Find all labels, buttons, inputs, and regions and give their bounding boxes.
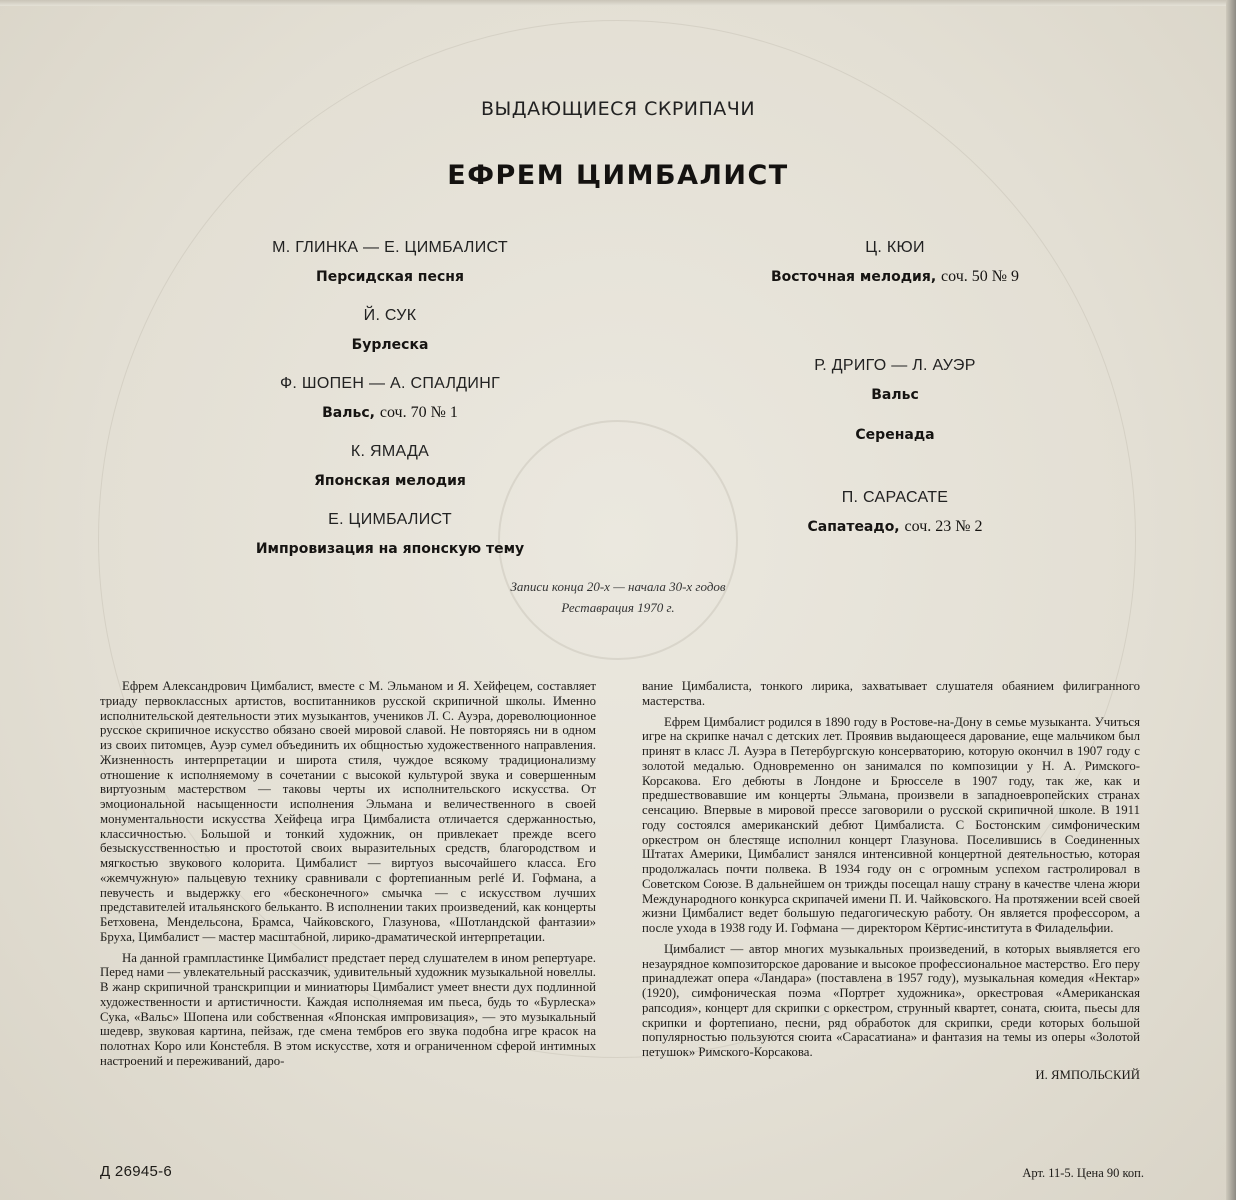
track-title: Персидская песня bbox=[316, 269, 464, 285]
track-composer: Ц. КЮИ bbox=[865, 239, 925, 256]
track-title: Бурлеска bbox=[351, 337, 429, 353]
track-opus: соч. 50 № 9 bbox=[941, 268, 1020, 285]
side-two-tracklist bbox=[650, 234, 1140, 552]
track-composer: П. САРАСАТЕ bbox=[841, 489, 949, 506]
liner-notes-author: И. ЯМПОЛЬСКИЙ bbox=[1035, 1067, 1140, 1082]
liner-notes-left-column bbox=[100, 679, 596, 1075]
track-opus: соч. 23 № 2 bbox=[904, 518, 983, 535]
track-composer: Р. ДРИГО — Л. АУЭР bbox=[814, 357, 976, 374]
recording-note: Записи конца 20-х — начала 30-х годов bbox=[510, 579, 726, 594]
track-opus: соч. 70 № 1 bbox=[379, 404, 458, 421]
liner-notes-right-column bbox=[642, 679, 1140, 1083]
restoration-note: Реставрация 1970 г. bbox=[561, 600, 675, 615]
artist-name: ЕФРЕМ ЦИМБАЛИСТ bbox=[447, 160, 789, 191]
track-title: Вальс, соч. 70 № 1 bbox=[322, 404, 458, 421]
liner-paragraph: Ефрем Александрович Цимбалист, вместе с М. Эльманом и Я. Хейфецем, составляет триаду первоклассных артистов, воспитанников русской скрипичной школы. Именно исполнительской деятельности этих музыкантов, учеников Л. С. Ауэра, дореволюционное русское скрипичное искусство обязано своей мировой славой. Не повторяясь ни в одном из своих питомцев, Ауэр сумел объединить их общностью художественного направления. Жизненность интерпретации и широта стиля, чуждое всякому традиционализму отношение к исполняемому в сочетании с высокой культурой звука и совершенным виртуозным мастерством — таковы черты их исполнительского искусства. От эмоциональной насыщенности исполнения Эльмана и величественного в своей монументальности искусства Хейфеца игра Цимбалиста отличается сдержанностью, классичностью. Большой и тонкий художник, он привлекает прежде всего безыскусственностью и простотой своих выразительных средств, благородством и мягкостью звукового колорита. Цимбалист — виртуоз высочайшего класса. Его «жемчужную» пальцевую технику сравнивали с фортепианным perlé И. Гофмана, а певучесть и выдержку его «бесконечного» смычка — с искусством лучших представителей итальянского бельканто. В исполнении таких произведений, как концерты Бетховена, Мендельсона, Брамса, Чайковского, Глазунова, «Шотландской фантазии» Бруха, Цимбалист — мастер масштабной, лирико-драматической интерпретации. bbox=[100, 679, 596, 944]
sleeve-top-edge bbox=[0, 0, 1236, 6]
side-one-tracklist bbox=[150, 234, 630, 574]
track-title: Японская мелодия bbox=[314, 473, 466, 489]
track-title: Импровизация на японскую тему bbox=[255, 541, 525, 557]
price-label: Арт. 11-5. Цена 90 коп. bbox=[1022, 1166, 1144, 1180]
track-title: Сапатеадо, соч. 23 № 2 bbox=[807, 518, 983, 535]
series-title: ВЫДАЮЩИЕСЯ СКРИПАЧИ bbox=[480, 98, 756, 120]
track-composer: Ф. ШОПЕН — А. СПАЛДИНГ bbox=[279, 375, 501, 392]
liner-paragraph: Цимбалист — автор многих музыкальных произведений, в которых выявляется его незаурядное композиторское дарование и высокое профессиональное мастерство. Его перу принадлежат опера «Ландара» (поставлена в 1957 году), музыкальная комедия «Нектар» (1920), симфоническая поэма «Портрет художника», оркестровая «Американская рапсодия», концерт для скрипки с оркестром, струнный квартет, соната, сюита, пьесы для скрипки и фортепиано, песни, ряд обработок для скрипки, среди которых большой популярностью пользуются сюита «Сарасатиана» и фантазия на темы из оперы «Золотой петушок» Римского-Корсакова. bbox=[642, 941, 1140, 1059]
track-composer: Й. СУК bbox=[363, 307, 417, 324]
track-composer: К. ЯМАДА bbox=[350, 443, 430, 460]
track-composer: Е. ЦИМБАЛИСТ bbox=[328, 511, 452, 528]
liner-paragraph: Ефрем Цимбалист родился в 1890 году в Ростове-на-Дону в семье музыканта. Учиться игре на скрипке начал с детских лет. Проявив выдающееся дарование, еще мальчиком был принят в класс Л. Ауэра в Петербургскую консерваторию, которую окончил в 1907 году с золотой медалью. Одновременно он занимался по композиции у Н. А. Римского-Корсакова. Его дебюты в Лондоне и Брюсселе в 1907 году, так же, как и предшествовавшие им концерты Эльмана, произвели в западноевропейских странах сенсацию. Впервые в мировой прессе заговорили о русской скрипичной школе. В 1911 году состоялся американский дебют Цимбалиста. С Бостонским симфоническим оркестром он блестяще исполнил концерт Глазунова. Поселившись в Соединенных Штатах Америки, Цимбалист занялся интенсивной концертной деятельностью, которая продолжалась почти полвека. В 1934 году он с огромным успехом гастролировал в Советском Союзе. В дальнейшем он трижды посещал нашу страну в качестве члена жюри Международного конкурса скрипачей имени П. И. Чайковского. На протяжении всей своей жизни Цимбалист ведет большую педагогическую работу. Он является профессором, а после ухода в 1938 году И. Гофмана — директором Кёртис-института в Филадельфии. bbox=[642, 714, 1140, 935]
liner-paragraph: На данной грампластинке Цимбалист предстает перед слушателем в ином репертуаре. Перед нами — увлекательный рассказчик, удивительный художник музыкальной новеллы. В жанр скрипичной транскрипции и миниатюры Цимбалист умеет внести дух подлинной художественности и артистичности. Каждая исполняемая им пьеса, будь то «Бурлеска» Сука, «Вальс» Шопена или собственная «Японская импровизация», — это музыкальный шедевр, звуковая картина, пейзаж, где смена тембров его звука подобна игре красок на полотнах Коро или Констебля. В этом искусстве, хотя и ограниченном сферой интимных настроений и переживаний, даро- bbox=[100, 950, 596, 1068]
liner-paragraph: вание Цимбалиста, тонкого лирика, захватывает слушателя обаянием филигранного мастерства. bbox=[642, 679, 1140, 708]
catalog-number: Д 26945-6 bbox=[100, 1163, 173, 1180]
track-composer: М. ГЛИНКА — Е. ЦИМБАЛИСТ bbox=[272, 239, 508, 256]
track-title: Серенада bbox=[855, 427, 935, 443]
track-title: Восточная мелодия, соч. 50 № 9 bbox=[770, 268, 1020, 285]
track-title: Вальс bbox=[871, 387, 919, 403]
